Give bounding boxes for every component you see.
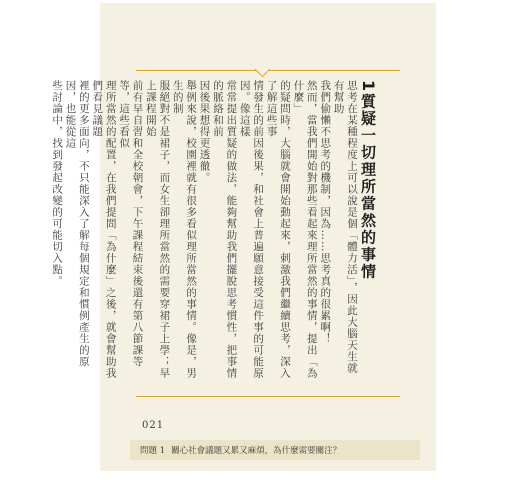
paragraph-line: 前有早自習和全校朝會，下午課程結束後還有第八節課等等，這些看似: [118, 80, 144, 368]
section-number: 1: [359, 80, 378, 94]
section-title: 質疑一切理所當然的事情: [359, 93, 377, 281]
footer-chapter: 問題 1: [140, 446, 166, 456]
paragraph-line: 的疑問時，大腦就會開始動起來，刺激我們繼續思考，深入了解這些事: [265, 80, 291, 379]
paragraph-line: 然而，當我們開始對那些看起來理所當然的事情，提出「為什麼」: [292, 80, 318, 379]
paragraph-line: 情發生的前因後果，和社會上普遍願意接受這件事的可能原因。像這樣: [238, 80, 265, 379]
page-content: [51, 80, 392, 388]
frame-bottom-line: [136, 396, 400, 397]
paragraph-line: 因後果想得更透徹。: [198, 80, 211, 184]
running-footer: [130, 440, 420, 460]
paragraph-line: 我們偷懶不思考的機制，因為……思考真的很累啊！: [319, 80, 332, 345]
footer-text: 關心社會議題又累又麻煩，為什麼需要關注？: [171, 446, 342, 456]
section-heading: [358, 80, 378, 380]
paragraph-line: 理所當然的配置，在我們提問「為什麼」之後，就會幫助我們看見議題: [91, 80, 117, 379]
page-number: 021: [142, 420, 165, 431]
paragraph-line: 舉例來說，校園裡就有很多看似理所當然的事情。像是，男生的制: [171, 80, 198, 379]
paragraph-line: 些討論中，找到發起改變的可能切入點。: [51, 80, 64, 287]
paragraph-line: 思考在某種程度上可以說是個「體力活」，因此大腦天生就有幫助: [332, 80, 358, 374]
paragraph-line: 常常提出質疑的做法，能夠幫助我們擺脫思考慣性，把事情的脈絡和前: [211, 80, 238, 379]
paragraph-line: 服絕對不是裙子，而女生卻理所當然的需要穿裙子上學；早上課程開始: [144, 80, 171, 379]
paragraph-line: 裡的更多面向，不只能深入了解每個規定和慣例產生的原因，也能從這: [64, 80, 90, 368]
